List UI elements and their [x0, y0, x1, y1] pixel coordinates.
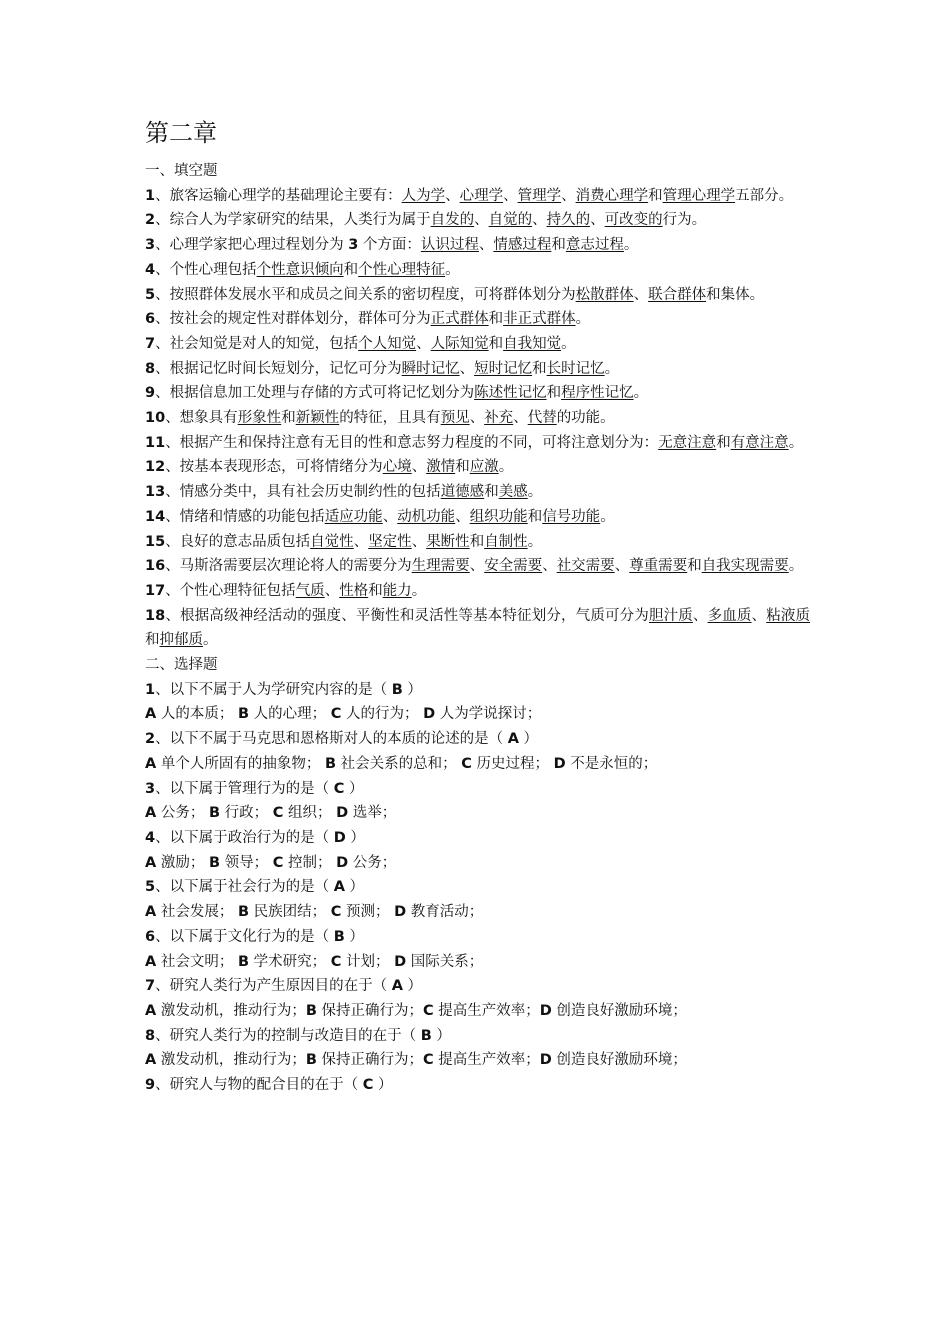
question-stem	[145, 925, 810, 950]
answer-blank: 自制性	[484, 533, 528, 550]
fill-blank-item	[145, 258, 810, 283]
question-close: ）	[402, 978, 423, 995]
question-close: ）	[402, 681, 422, 698]
option-text: 学术研究；	[249, 953, 331, 970]
item-number: 18	[145, 607, 166, 624]
item-text: 。	[575, 311, 591, 328]
item-text: 、	[411, 459, 427, 476]
option-letter: B	[305, 1052, 317, 1069]
option-letter: B	[208, 854, 221, 871]
option-text: 激发动机，推动行为；	[156, 1052, 306, 1069]
option-letter: A	[145, 805, 157, 822]
answer-blank: 自觉的	[488, 212, 533, 229]
item-number: 17	[145, 582, 166, 599]
fill-blank-item	[145, 604, 810, 653]
question-number: 8	[145, 1027, 156, 1044]
answer-blank: 气质	[295, 582, 325, 599]
question-text: 、以下属于社会行为的是（	[155, 879, 334, 896]
option-letter: C	[272, 854, 284, 871]
item-text: 。	[527, 484, 543, 501]
item-text: 和	[488, 335, 504, 352]
option-text: 人的行为；	[341, 706, 424, 723]
item-number: 3	[145, 237, 156, 254]
item-text: 、	[324, 582, 340, 599]
question-stem	[145, 678, 810, 703]
item-text: 、个性心理包括	[155, 261, 257, 278]
item-text: 、情绪和情感的功能包括	[165, 508, 325, 525]
item-text: 和集体。	[706, 286, 765, 303]
question-close: ）	[344, 879, 365, 896]
question-number: 9	[145, 1077, 156, 1094]
question-text: 、以下不属于人为学研究内容的是（	[155, 681, 392, 698]
option-letter: C	[330, 953, 342, 970]
option-letter: A	[145, 755, 157, 772]
item-text: 、	[353, 533, 369, 550]
option-letter: D	[539, 1052, 552, 1069]
answer-blank: 信号功能	[542, 508, 601, 525]
chapter-title: 第二章	[145, 119, 217, 147]
answer-blank: 程序性记忆	[561, 385, 634, 402]
answer-blank: 人际知觉	[430, 335, 489, 352]
item-number: 4	[145, 261, 156, 278]
question-text: 、以下属于文化行为的是（	[155, 928, 334, 945]
item-text: 、根据记忆时间长短划分，记忆可分为	[155, 360, 402, 377]
option-letter: A	[145, 706, 157, 723]
section-heading: 一、填空题	[145, 163, 218, 179]
answer-blank: 意志过程	[565, 237, 624, 254]
question-close: ）	[431, 1027, 451, 1044]
item-text: 、	[542, 558, 557, 575]
item-text: 和	[551, 237, 566, 254]
item-text: 行为。	[662, 212, 707, 229]
item-text: 、根据产生和保持注意有无目的性和意志努力程度的不同，可将注意划分为：	[165, 434, 659, 451]
option-letter: C	[272, 805, 284, 822]
item-text: 、	[459, 360, 475, 377]
item-text: 和	[469, 533, 485, 550]
option-text: 民族团结；	[249, 904, 331, 921]
item-number: 16	[145, 558, 166, 575]
option-letter: B	[324, 755, 337, 772]
question-options	[145, 950, 810, 975]
item-text: 和	[484, 484, 499, 501]
fill-blank-item	[145, 579, 810, 604]
item-text: 和	[532, 360, 547, 377]
question-number: 2	[145, 731, 156, 748]
option-text: 社会发展；	[156, 904, 238, 921]
question-stem	[145, 727, 810, 752]
item-text: 。	[527, 533, 543, 550]
answer-blank: 生理需要	[411, 558, 470, 575]
bold-text: 3	[348, 237, 359, 254]
item-text: 。	[788, 434, 804, 451]
fill-blank-item	[145, 431, 810, 456]
item-text: 和	[687, 558, 702, 575]
option-letter: D	[423, 706, 436, 723]
item-number: 13	[145, 484, 166, 501]
item-text: 、马斯洛需要层次理论将人的需要分为	[165, 558, 412, 575]
item-text: 和	[488, 311, 504, 328]
question-text: 、研究人类行为的控制与改造目的在于（	[155, 1027, 421, 1044]
option-letter: D	[553, 755, 566, 772]
option-text: 保持正确行为；	[316, 1052, 424, 1069]
option-letter: C	[461, 755, 472, 772]
question-close: ）	[344, 928, 364, 945]
option-text: 创造良好激励环境；	[551, 1002, 687, 1019]
option-text: 单个人所固有的抽象物；	[156, 755, 325, 772]
item-text: 、综合人为学家研究的结果，人类行为属于	[155, 212, 431, 229]
question-answer: C	[362, 1077, 374, 1094]
item-text: 。	[633, 385, 649, 402]
item-text: 、社会知觉是对人的知觉，包括	[155, 335, 359, 352]
item-text: 、	[382, 508, 398, 525]
answer-blank: 联合群体	[648, 286, 707, 303]
item-text: 。	[203, 632, 218, 649]
option-text: 预测；	[341, 904, 395, 921]
item-number: 8	[145, 360, 156, 377]
question-stem	[145, 1073, 810, 1098]
option-text: 计划；	[341, 953, 395, 970]
item-text: 和	[455, 459, 470, 476]
item-number: 10	[145, 410, 166, 427]
question-options	[145, 752, 810, 777]
answer-blank: 可改变的	[604, 212, 663, 229]
option-text: 激励；	[156, 854, 209, 871]
answer-blank: 管理心理学	[662, 187, 736, 204]
item-text: 、	[561, 187, 576, 204]
answer-blank: 激情	[426, 459, 456, 476]
answer-blank: 美感	[498, 484, 528, 501]
item-number: 2	[145, 212, 156, 229]
fill-blank-item	[145, 505, 810, 530]
item-text: 和	[527, 508, 543, 525]
question-text: 、以下属于管理行为的是（	[155, 780, 334, 797]
item-text: 和	[546, 385, 562, 402]
option-letter: A	[145, 953, 157, 970]
answer-blank: 人为学	[401, 187, 446, 204]
item-text: 、按社会的规定性对群体划分，群体可分为	[155, 311, 431, 328]
question-stem	[145, 777, 810, 802]
option-text: 人的心理；	[249, 706, 331, 723]
item-text: 五部分。	[735, 187, 794, 204]
option-text: 创造良好激励环境；	[551, 1052, 687, 1069]
answer-blank: 陈述性记忆	[474, 385, 547, 402]
answer-blank: 有意注意	[730, 434, 789, 451]
item-number: 11	[145, 434, 166, 451]
answer-blank: 自觉性	[310, 533, 354, 550]
answer-blank: 粘液质	[766, 607, 811, 624]
answer-blank: 自发的	[430, 212, 475, 229]
question-stem	[145, 875, 810, 900]
option-text: 领导；	[220, 854, 273, 871]
question-options	[145, 1048, 810, 1073]
item-text: 、	[513, 410, 528, 427]
answer-blank: 应激	[469, 459, 499, 476]
item-text: 、	[469, 410, 485, 427]
answer-blank: 果断性	[426, 533, 470, 550]
question-stem	[145, 974, 810, 999]
answer-blank: 自我知觉	[503, 335, 562, 352]
answer-blank: 性格	[339, 582, 369, 599]
item-text: 。	[498, 459, 514, 476]
section-heading: 二、选择题	[145, 657, 218, 674]
option-letter: D	[336, 805, 349, 822]
item-text: 、	[478, 237, 494, 254]
answer-blank: 自我实现需要	[701, 558, 789, 575]
item-text: 、按基本表现形态，可将情绪分为	[165, 459, 383, 476]
option-letter: C	[423, 1002, 434, 1019]
item-text: 、	[633, 286, 649, 303]
option-letter: A	[145, 1002, 157, 1019]
item-number: 6	[145, 311, 156, 328]
fill-blank-item	[145, 332, 810, 357]
question-number: 1	[145, 681, 156, 698]
option-text: 提高生产效率；	[433, 1002, 540, 1019]
option-text: 国际关系；	[406, 953, 484, 970]
item-text: 和	[145, 632, 160, 649]
item-text: 和	[343, 261, 359, 278]
item-text: 、	[445, 187, 460, 204]
question-number: 5	[145, 879, 156, 896]
option-text: 历史过程；	[471, 755, 554, 772]
answer-blank: 无意注意	[658, 434, 717, 451]
fill-blank-item	[145, 357, 810, 382]
fill-blank-item	[145, 184, 810, 209]
item-text: 、	[692, 607, 708, 624]
item-text: 、	[614, 558, 630, 575]
item-text: 的功能。	[556, 410, 615, 427]
answer-blank: 个性意识倾向	[256, 261, 344, 278]
item-text: 。	[445, 261, 460, 278]
item-number: 5	[145, 286, 156, 303]
option-letter: B	[305, 1002, 317, 1019]
question-answer: C	[333, 780, 345, 797]
answer-blank: 心理学	[459, 187, 504, 204]
item-number: 12	[145, 459, 166, 476]
item-text: 。	[561, 335, 576, 352]
option-letter: C	[423, 1052, 434, 1069]
item-number: 14	[145, 508, 166, 525]
option-text: 社会文明；	[156, 953, 238, 970]
item-text: 、情感分类中，具有社会历史制约性的包括	[165, 484, 441, 501]
question-answer: A	[391, 978, 403, 995]
fill-blank-item	[145, 381, 810, 406]
item-text: 、	[411, 533, 427, 550]
item-text: 和	[648, 187, 663, 204]
answer-blank: 个人知觉	[358, 335, 417, 352]
answer-blank: 长时记忆	[546, 360, 605, 377]
item-text: 和	[716, 434, 731, 451]
option-letter: B	[237, 953, 250, 970]
question-answer: A	[333, 879, 345, 896]
item-text: 、良好的意志品质包括	[165, 533, 311, 550]
answer-blank: 正式群体	[430, 311, 489, 328]
answer-blank: 社交需要	[556, 558, 615, 575]
fill-blank-item	[145, 307, 810, 332]
option-text: 不是永恒的；	[565, 755, 658, 772]
item-number: 15	[145, 533, 166, 550]
question-answer: D	[333, 829, 346, 846]
option-letter: A	[145, 904, 157, 921]
answer-blank: 非正式群体	[503, 311, 576, 328]
item-text: 和	[281, 410, 296, 427]
answer-blank: 新颖性	[295, 410, 340, 427]
answer-blank: 认识过程	[420, 237, 479, 254]
answer-blank: 短时记忆	[474, 360, 533, 377]
option-text: 人为学说探讨；	[435, 706, 542, 723]
question-options	[145, 702, 810, 727]
answer-blank: 松散群体	[575, 286, 634, 303]
answer-blank: 持久的	[546, 212, 591, 229]
question-answer: A	[507, 731, 519, 748]
item-number: 9	[145, 385, 156, 402]
answer-blank: 预见	[440, 410, 470, 427]
question-close: ）	[344, 780, 364, 797]
question-options	[145, 900, 810, 925]
question-options	[145, 999, 810, 1024]
question-text: 、研究人类行为产生原因目的在于（	[155, 978, 392, 995]
question-close: ）	[518, 731, 539, 748]
item-number: 7	[145, 335, 156, 352]
option-text: 控制；	[283, 854, 337, 871]
item-text: 、	[455, 508, 470, 525]
question-text: 、以下属于政治行为的是（	[155, 829, 334, 846]
option-letter: A	[145, 1052, 157, 1069]
option-letter: C	[330, 904, 342, 921]
answer-blank: 抑郁质	[159, 632, 203, 649]
fill-blank-item	[145, 480, 810, 505]
item-text: 。	[623, 237, 639, 254]
item-text: 、旅客运输心理学的基础理论主要有：	[155, 187, 402, 204]
fill-blank-item	[145, 233, 810, 258]
fill-blank-item	[145, 455, 810, 480]
option-text: 组织；	[283, 805, 337, 822]
answer-blank: 形象性	[237, 410, 282, 427]
item-text: 、心理学家把心理过程划分为	[155, 237, 349, 254]
option-text: 激发动机，推动行为；	[156, 1002, 306, 1019]
question-answer: B	[333, 928, 345, 945]
answer-blank: 安全需要	[484, 558, 543, 575]
option-text: 公务；	[348, 854, 397, 871]
item-text: 、个性心理特征包括	[165, 582, 296, 599]
question-close: ）	[373, 1077, 393, 1094]
option-letter: B	[237, 904, 250, 921]
item-text: 、	[416, 335, 431, 352]
answer-blank: 适应功能	[324, 508, 383, 525]
fill-blank-item	[145, 530, 810, 555]
answer-blank: 管理学	[517, 187, 562, 204]
question-number: 6	[145, 928, 156, 945]
option-letter: C	[330, 706, 342, 723]
option-text: 保持正确行为；	[316, 1002, 424, 1019]
answer-blank: 道德感	[440, 484, 485, 501]
item-text: 、	[503, 187, 518, 204]
option-letter: B	[237, 706, 250, 723]
document-content	[145, 113, 810, 1098]
item-number: 1	[145, 187, 156, 204]
answer-blank: 代替	[527, 410, 557, 427]
item-text: 、	[474, 212, 489, 229]
question-options	[145, 851, 810, 876]
answer-blank: 坚定性	[368, 533, 412, 550]
answer-blank: 胆汁质	[648, 607, 693, 624]
option-letter: B	[208, 805, 221, 822]
item-text: 、想象具有	[165, 410, 238, 427]
option-text: 行政；	[220, 805, 273, 822]
option-text: 选举；	[348, 805, 397, 822]
question-stem	[145, 826, 810, 851]
question-stem	[145, 1024, 810, 1049]
question-number: 3	[145, 780, 156, 797]
item-text: 、按照群体发展水平和成员之间关系的密切程度，可将群体划分为	[155, 286, 576, 303]
fill-blank-item	[145, 283, 810, 308]
item-text: 、	[751, 607, 767, 624]
option-letter: A	[145, 854, 157, 871]
answer-blank: 消费心理学	[575, 187, 649, 204]
option-letter: D	[394, 953, 407, 970]
item-text: 的特征，且具有	[339, 410, 441, 427]
item-text: 、根据信息加工处理与存储的方式可将记忆划分为	[155, 385, 475, 402]
fill-blank-item	[145, 554, 810, 579]
answer-blank: 情感过程	[493, 237, 552, 254]
question-options	[145, 801, 810, 826]
question-number: 4	[145, 829, 156, 846]
item-text: 、	[590, 212, 605, 229]
option-text: 人的本质；	[156, 706, 238, 723]
item-text: 。	[600, 508, 615, 525]
option-text: 提高生产效率；	[433, 1052, 540, 1069]
option-letter: D	[539, 1002, 552, 1019]
item-text: 、	[469, 558, 485, 575]
answer-blank: 组织功能	[469, 508, 528, 525]
option-letter: D	[394, 904, 407, 921]
answer-blank: 尊重需要	[629, 558, 688, 575]
item-text: 和	[368, 582, 383, 599]
answer-blank: 补充	[484, 410, 514, 427]
answer-blank: 心境	[382, 459, 412, 476]
question-answer: B	[420, 1027, 432, 1044]
item-text: 、	[532, 212, 547, 229]
item-text: 。	[411, 582, 427, 599]
answer-blank: 个性心理特征	[358, 261, 446, 278]
item-text: 个方面：	[358, 237, 421, 254]
question-text: 、以下不属于马克思和恩格斯对人的本质的论述的是（	[155, 731, 508, 748]
question-number: 7	[145, 978, 156, 995]
option-text: 公务；	[156, 805, 209, 822]
answer-blank: 多血质	[707, 607, 752, 624]
item-text: 、根据高级神经活动的强度、平衡性和灵活性等基本特征划分，气质可分为	[165, 607, 649, 624]
answer-blank: 动机功能	[397, 508, 456, 525]
question-close: ）	[345, 829, 365, 846]
item-text: 。	[788, 558, 804, 575]
option-text: 教育活动；	[406, 904, 484, 921]
fill-blank-item	[145, 208, 810, 233]
option-letter: D	[336, 854, 349, 871]
option-text: 社会关系的总和；	[336, 755, 462, 772]
fill-blank-item	[145, 406, 810, 431]
answer-blank: 瞬时记忆	[401, 360, 460, 377]
item-text: 。	[604, 360, 620, 377]
question-text: 、研究人与物的配合目的在于（	[155, 1077, 363, 1094]
answer-blank: 能力	[382, 582, 412, 599]
question-answer: B	[391, 681, 403, 698]
